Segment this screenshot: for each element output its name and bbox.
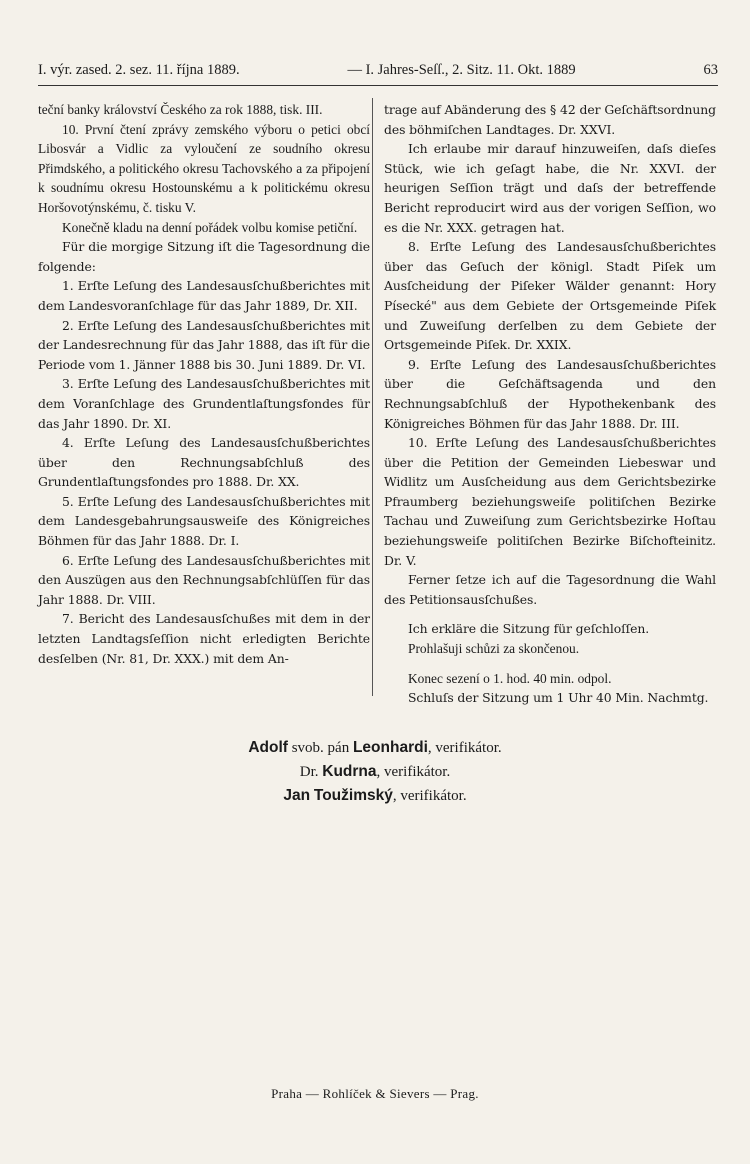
left-para-3: Konečně kladu na denní pořádek volbu komise petiční. [62, 219, 358, 235]
column-divider [372, 98, 373, 696]
page-number: 63 [703, 62, 718, 78]
closing-cz: Prohlašuji schůzi za skončenou. [408, 641, 580, 657]
left-column [38, 100, 370, 668]
right-para-2: Ich erlaube mir darauf hinzuweiſen, daſs dieſes Stück, wie ich geſagt habe, die Nr. XXVI. der heurigen Seſſion trägt und daſs der betreffende Bericht reproducirt wird aus der vorigen Seſſion, wo es die Nr. XXX. getragen hat. [384, 141, 716, 235]
header-center: — I. Jahres-Seſſ., 2. Sitz. 11. Okt. 1889 [347, 62, 576, 78]
printer-imprint: Praha — Rohlíček & Sievers — Prag. [271, 1086, 479, 1101]
signer-2-name: Dr. [299, 764, 319, 780]
left-item-6: 6. Erſte Leſung des Landesausſchußberichtes mit den Auszügen aus den Rechnungsabſchlüſſen für das Jahr 1888. Dr. VIII. [38, 552, 370, 607]
header-rule [38, 85, 718, 86]
signer-1-name: Adolf [248, 739, 288, 756]
end-time-de: Schluſs der Sitzung um 1 Uhr 40 Min. Nachmtg. [408, 690, 709, 706]
signer-1-surname: Leonhardi [352, 739, 428, 756]
signer-3-surname: Toužimský [313, 787, 393, 804]
signature-2 [0, 760, 750, 784]
left-para-4: Für die morgige Sitzung iſt die Tagesordnung die folgende: [38, 239, 370, 274]
signer-2-surname: Kudrna [322, 763, 377, 780]
running-header [38, 62, 718, 79]
signature-3 [0, 784, 750, 808]
right-item-9: 9. Erſte Leſung des Landesausſchußberichtes über die Geſchäftsagenda und den Rechnungsabſchluß der Hypothekenbank des Königreiches Böhmen für das Jahr 1888. Dr. III. [384, 356, 716, 431]
right-item-10: 10. Erſte Leſung des Landesausſchußberichtes über die Petition der Gemeinden Liebeswar und Widlitz um Ausſcheidung aus dem Gerichtsbezirke Pfraumberg beziehungsweiſe politiſchen Bezirke Tachau und Zuweiſung zum Gerichtsbezirke Hoſtau beziehungsweiſe politiſchen Bezirke Biſchofteinitz. Dr. V. [384, 435, 716, 568]
header-left: I. výr. zased. 2. sez. 11. října 1889. [38, 62, 240, 78]
left-item-2: 2. Erſte Leſung des Landesausſchußberichtes mit der Landesrechnung für das Jahr 1888, das iſt für die Periode vom 1. Jänner 1888 bis 30. Juni 1889. Dr. VI. [38, 317, 370, 372]
signature-1 [0, 736, 750, 760]
left-para-1: teční banky království Českého za rok 1888, tisk. III. [38, 102, 323, 117]
signer-3-name: Jan [283, 787, 311, 804]
signer-2-role: , verifikátor. [376, 764, 451, 780]
end-time-cz: Konec sezení o 1. hod. 40 min. odpol. [408, 670, 612, 686]
signer-1-title: svob. pán [291, 740, 350, 756]
left-item-5: 5. Erſte Leſung des Landesausſchußberichtes mit dem Landesgebahrungsausweiſe des Königreiches Böhmen für das Jahr 1888. Dr. I. [38, 493, 370, 549]
right-item-8: 8. Erſte Leſung des Landesausſchußberichtes über das Geſuch der königl. Stadt Piſek um Ausſcheidung der Piſeker Wälder genannt: Hory Písecké" aus dem Gebiete der Ortsgemeinde Piſek und Zuweiſung derſelben zu dem Gebiete der Ortsgemeinde Piſek. Dr. XXIX. [384, 239, 716, 353]
signer-1-role: , verifikátor. [427, 740, 502, 756]
right-para-1: trage auf Abänderung des § 42 der Geſchäftsordnung des böhmiſchen Landtages. Dr. XXVI. [384, 102, 716, 137]
right-para-ferner: Ferner ſetze ich auf die Tagesordnung die Wahl des Petitionsausſchußes. [384, 572, 716, 607]
left-item-3: 3. Erſte Leſung des Landesausſchußberichtes mit dem Voranſchlage des Grundentlaſtungsfondes für das Jahr 1890. Dr. XI. [38, 376, 370, 431]
left-para-2: 10. První čtení zprávy zemského výboru o petici obcí Libosvár a Vidlic za vyloučení ze soudního okresu Přimdského, a politického okresu Tachovského a za připojení k soudnímu okresu Hostounskému a k politickému okresu Horšovotýnskému, č. tisku V. [38, 121, 370, 215]
left-item-1: 1. Erſte Leſung des Landesausſchußberichtes mit dem Landesvoranſchlage für das Jahr 1889, Dr. XII. [38, 278, 370, 313]
left-item-7: 7. Bericht des Landesausſchußes mit dem in der letzten Landtagsſeſſion nicht erledigten Berichte desſelben (Nr. 81, Dr. XXX.) mit dem An- [38, 611, 370, 666]
signatures [0, 736, 750, 808]
closing-de: Ich erkläre die Sitzung für geſchloſſen. [408, 621, 650, 637]
signer-3-role: , verifikátor. [392, 788, 467, 804]
right-column [384, 100, 716, 708]
left-item-4: 4. Erſte Leſung des Landesausſchußberichtes über den Rechnungsabſchluß des Grundentlaſtungsfondes pro 1888. Dr. XX. [38, 435, 370, 490]
